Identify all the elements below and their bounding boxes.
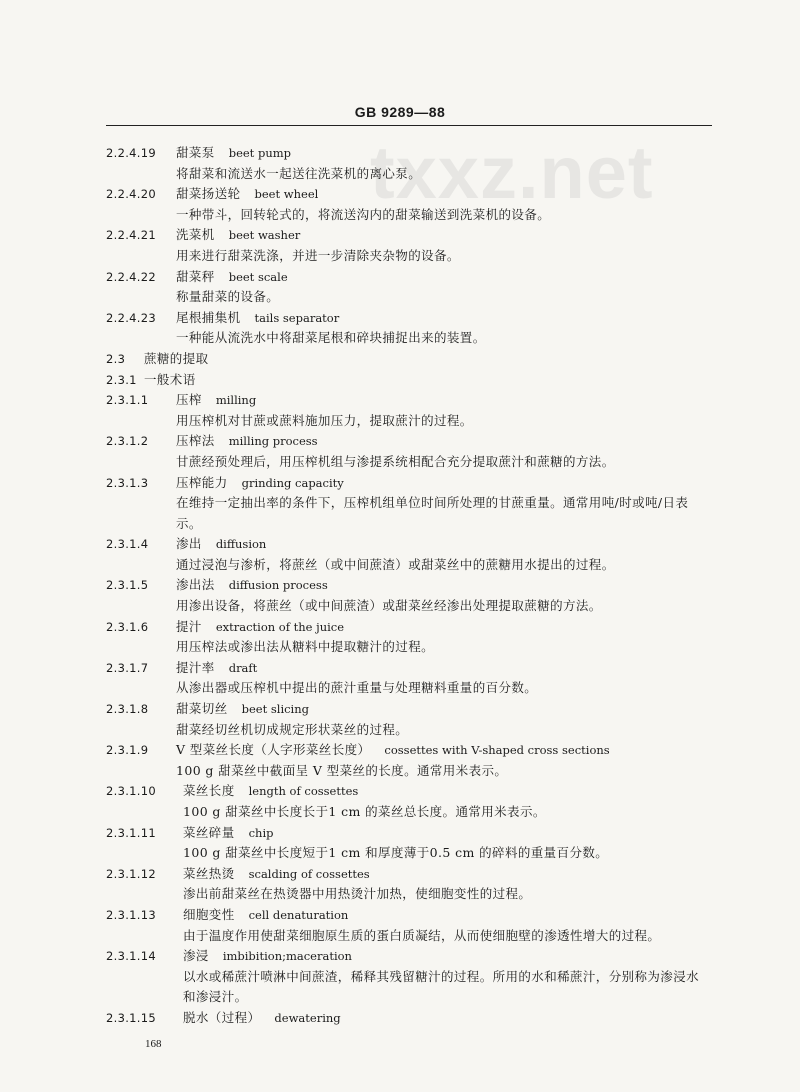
term-english: milling: [215, 393, 257, 408]
term-number: 2.3.1.9: [106, 743, 149, 758]
definition-text: 甜菜经切丝机切成规定形状菜丝的过程。: [176, 721, 409, 737]
term-english: tails separator: [254, 310, 340, 325]
term-line: [0, 905, 800, 926]
term-english: extraction of the juice: [215, 619, 345, 634]
term-line: [0, 390, 800, 411]
term-english: beet pump: [228, 146, 291, 160]
term-number: 2.3.1.4: [106, 537, 149, 552]
term-chinese: 菜丝碎量: [183, 824, 235, 840]
term-number: 2.2.4.20: [106, 187, 156, 202]
term-english: dewatering: [274, 1010, 341, 1025]
term-text: [183, 1008, 341, 1029]
definition-text: 示。: [176, 515, 202, 531]
term-number: 2.3.1.3: [106, 475, 149, 490]
definition-text: 渗出前甜菜丝在热烫器中用热烫汁加热，使细胞变性的过程。: [183, 886, 532, 902]
term-line: [0, 267, 800, 288]
term-line: [0, 699, 800, 720]
term-number: 2.3.1.10: [106, 784, 156, 799]
definition-text: 用压榨法或渗出法从糖料中提取糖汁的过程。: [176, 639, 435, 655]
term-number: 2.3.1.12: [106, 866, 156, 881]
definition-line: [0, 287, 800, 308]
definition-text: 用来进行甜菜洗涤，并进一步清除夹杂物的设备。: [176, 247, 460, 263]
term-chinese: 菜丝长度: [183, 783, 235, 799]
term-chinese: 蔗糖的提取: [144, 350, 209, 366]
term-chinese: 渗浸: [183, 948, 209, 964]
term-line: [0, 781, 800, 802]
term-text: [176, 658, 257, 679]
term-line: [0, 946, 800, 967]
term-text: [176, 143, 291, 164]
term-text: [176, 308, 339, 329]
page-number: 168: [145, 1038, 162, 1050]
definition-line: [0, 678, 800, 699]
term-chinese: 甜菜秤: [176, 268, 215, 284]
term-line: [0, 184, 800, 205]
definition-line: [0, 967, 800, 988]
definition-line: [0, 555, 800, 576]
definition-line: [0, 328, 800, 349]
term-number: 2.3.1.7: [106, 660, 149, 675]
section-heading: [0, 370, 800, 391]
definition-text: 将甜菜和流送水一起送往洗菜机的离心泵。: [176, 165, 422, 181]
term-number: 2.3.1: [106, 372, 137, 387]
term-number: 2.2.4.19: [106, 146, 156, 160]
definition-text: 和渗浸汁。: [183, 989, 248, 1005]
definition-text: 100 g 甜菜丝中长度短于1 cm 和厚度薄于0.5 cm 的碎料的重量百分数。: [183, 845, 609, 861]
definition-line: [0, 987, 800, 1008]
term-english: beet wheel: [254, 187, 319, 202]
term-chinese: 压榨: [176, 392, 202, 408]
definition-text: 一种带斗，回转轮式的，将流送沟内的甜菜输送到洗菜机的设备。: [176, 206, 551, 222]
definition-text: 由于温度作用使甜菜细胞原生质的蛋白质凝结，从而使细胞壁的渗透性增大的过程。: [183, 927, 661, 943]
definition-line: [0, 761, 800, 782]
term-chinese: 提汁率: [176, 659, 215, 675]
term-english: cossettes with V-shaped cross sections: [384, 743, 610, 758]
term-text: [176, 473, 344, 494]
term-number: 2.3.1.6: [106, 619, 149, 634]
definition-line: [0, 596, 800, 617]
term-text: [176, 575, 328, 596]
term-english: beet slicing: [241, 702, 310, 717]
definition-line: [0, 637, 800, 658]
term-line: [0, 308, 800, 329]
definition-text: 100 g 甜菜丝中长度长于1 cm 的菜丝总长度。通常用米表示。: [183, 804, 546, 819]
term-text: [144, 370, 196, 391]
term-english: scalding of cossettes: [248, 866, 370, 881]
definition-line: [0, 514, 800, 535]
term-number: 2.3.1.5: [106, 578, 149, 593]
term-line: [0, 1008, 800, 1029]
term-english: grinding capacity: [241, 475, 344, 490]
term-text: [176, 699, 309, 720]
term-line: [0, 225, 800, 246]
term-chinese: 一般术语: [144, 371, 196, 387]
term-english: chip: [248, 825, 274, 840]
term-text: [183, 946, 352, 967]
term-text: [176, 184, 318, 205]
definition-line: [0, 452, 800, 473]
term-chinese: 洗菜机: [176, 227, 215, 243]
term-number: 2.3: [106, 351, 126, 366]
term-line: [0, 823, 800, 844]
term-line: [0, 431, 800, 452]
definition-text: 以水或稀蔗汁喷淋中间蔗渣，稀释其残留糖汁的过程。所用的水和稀蔗汁，分别称为渗浸水: [183, 968, 700, 984]
definition-text: 在维持一定抽出率的条件下，压榨机组单位时间所处理的甘蔗重量。通常用吨/时或吨/日表: [176, 495, 689, 511]
term-text: [176, 431, 318, 452]
term-english: beet washer: [228, 228, 301, 243]
term-line: [0, 534, 800, 555]
term-text: [183, 864, 370, 885]
header-rule: [106, 125, 712, 126]
definition-line: [0, 493, 800, 514]
page-header: GB 9289—88: [354, 104, 446, 120]
term-number: 2.3.1.11: [106, 825, 156, 840]
term-chinese: 脱水（过程）: [183, 1009, 261, 1025]
definition-line: [0, 205, 800, 226]
term-number: 2.3.1.8: [106, 702, 149, 717]
definition-text: 用压榨机对甘蔗或蔗料施加压力，提取蔗汁的过程。: [176, 412, 473, 428]
term-text: [183, 905, 348, 926]
term-number: 2.2.4.22: [106, 269, 156, 284]
term-english: diffusion: [215, 537, 267, 552]
term-number: 2.2.4.21: [106, 228, 156, 243]
term-chinese: 尾根捕集机: [176, 309, 241, 325]
definition-line: [0, 802, 800, 823]
term-text: [176, 617, 344, 638]
glossary-entries: [0, 143, 800, 1029]
term-number: 2.3.1.2: [106, 434, 149, 449]
term-number: 2.3.1.15: [106, 1010, 156, 1025]
term-english: diffusion process: [228, 578, 328, 593]
term-chinese: 渗出: [176, 536, 202, 552]
term-chinese: 细胞变性: [183, 906, 235, 922]
section-heading: [0, 349, 800, 370]
definition-line: [0, 926, 800, 947]
term-text: [176, 390, 256, 411]
term-english: length of cossettes: [248, 784, 359, 799]
definition-line: [0, 246, 800, 267]
term-chinese: 压榨法: [176, 433, 215, 449]
term-number: 2.3.1.1: [106, 393, 149, 408]
term-line: [0, 740, 800, 761]
term-line: [0, 575, 800, 596]
definition-text: 从渗出器或压榨机中提出的蔗汁重量与处理糖料重量的百分数。: [176, 680, 538, 696]
term-chinese: 压榨能力: [176, 474, 228, 490]
term-number: 2.3.1.13: [106, 907, 156, 922]
term-text: [183, 781, 358, 802]
term-text: [144, 349, 209, 370]
term-text: [176, 225, 300, 246]
term-text: [176, 267, 288, 288]
definition-line: [0, 164, 800, 185]
term-english: cell denaturation: [248, 907, 349, 922]
term-line: [0, 658, 800, 679]
definition-line: [0, 884, 800, 905]
term-chinese: 渗出法: [176, 577, 215, 593]
definition-text: 通过浸泡与渗析，将蔗丝（或中间蔗渣）或甜菜丝中的蔗糖用水提出的过程。: [176, 556, 615, 572]
term-english: beet scale: [228, 269, 288, 284]
watermark: txxz.net: [370, 131, 654, 214]
term-english: milling process: [228, 434, 318, 449]
term-chinese: 甜菜扬送轮: [176, 186, 241, 202]
term-chinese: 甜菜切丝: [176, 701, 228, 717]
definition-line: [0, 720, 800, 741]
term-text: [176, 534, 266, 555]
term-line: [0, 617, 800, 638]
term-chinese: 菜丝热烫: [183, 865, 235, 881]
term-chinese: 甜菜泵: [176, 145, 215, 160]
term-english: draft: [228, 660, 258, 675]
term-chinese: V 型菜丝长度（人字形菜丝长度）: [176, 742, 371, 758]
definition-text: 一种能从流洗水中将甜菜尾根和碎块捕捉出来的装置。: [176, 330, 486, 346]
definition-text: 甘蔗经预处理后，用压榨机组与渗提系统相配合充分提取蔗汁和蔗糖的方法。: [176, 453, 615, 469]
term-line: [0, 473, 800, 494]
term-english: imbibition;maceration: [222, 949, 352, 964]
definition-line: [0, 411, 800, 432]
term-chinese: 提汁: [176, 618, 202, 634]
definition-text: 100 g 甜菜丝中截面呈 V 型菜丝的长度。通常用米表示。: [176, 762, 508, 778]
term-line: [0, 864, 800, 885]
definition-text: 称量甜菜的设备。: [176, 289, 280, 305]
definition-line: [0, 843, 800, 864]
term-line: [0, 143, 800, 164]
term-text: [176, 740, 610, 761]
term-number: 2.2.4.23: [106, 310, 156, 325]
term-text: [183, 823, 274, 844]
definition-text: 用渗出设备，将蔗丝（或中间蔗渣）或甜菜丝经渗出处理提取蔗糖的方法。: [176, 598, 602, 614]
term-number: 2.3.1.14: [106, 949, 156, 964]
